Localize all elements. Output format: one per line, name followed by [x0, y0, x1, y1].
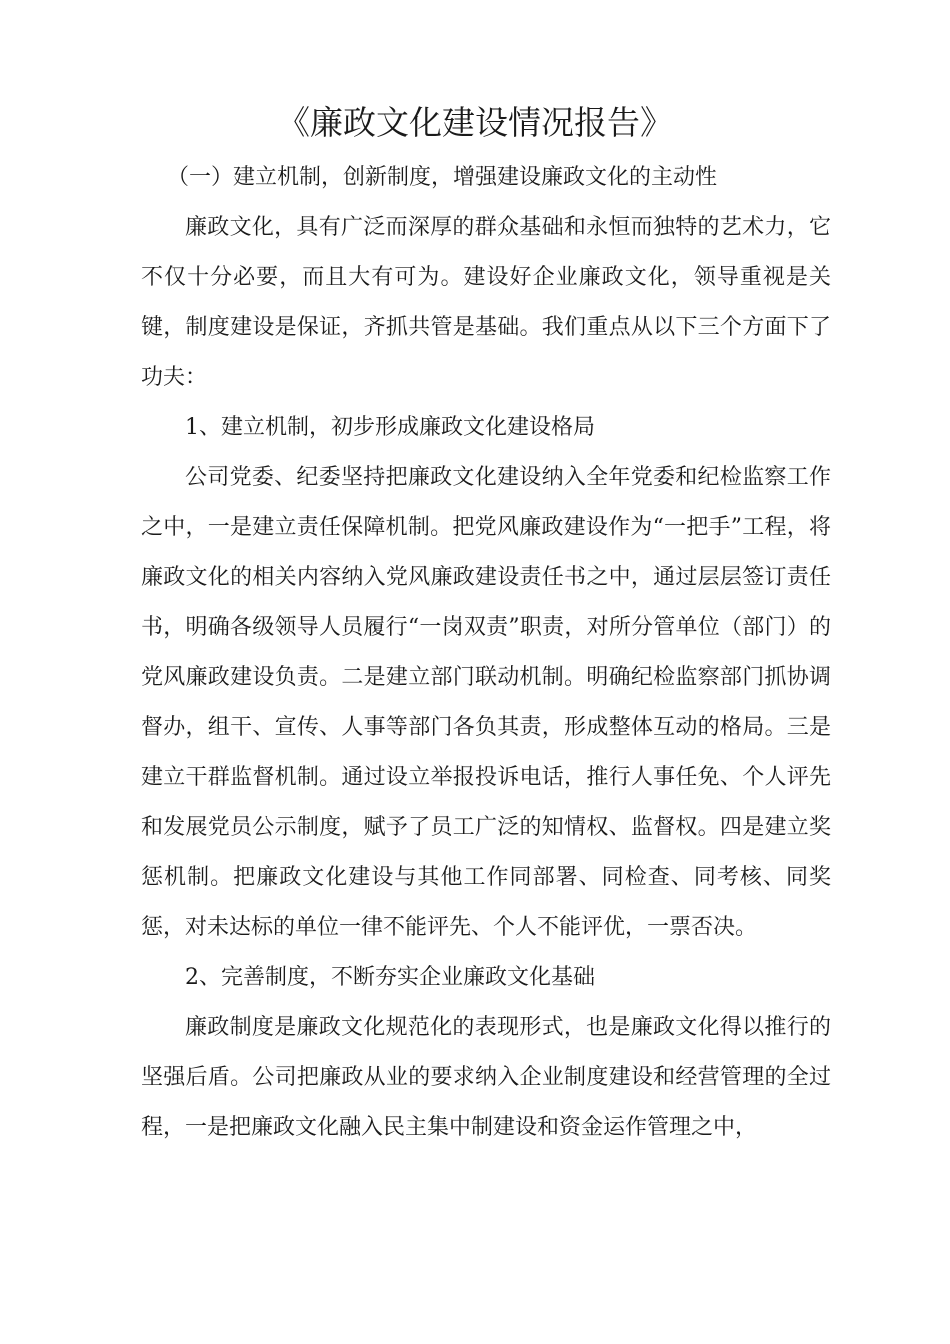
body-paragraph: 公司党委、纪委坚持把廉政文化建设纳入全年党委和纪检监察工作之中，一是建立责任保障机制。把党风廉政建设作为“一把手”工程，将廉政文化的相关内容纳入党风廉政建设责任书之中，通过层层签订责任书，明确各级领导人员履行“一岗双责”职责，对所分管单位（部门）的党风廉政建设负责。二是建立部门联动机制。明确纪检监察部门抓协调督办，组干、宣传、人事等部门各负其责，形成整体互动的格局。三是建立干群监督机制。通过设立举报投诉电话，推行人事任免、个人评先和发展党员公示制度，赋予了员工广泛的知情权、监督权。四是建立奖惩机制。把廉政文化建设与其他工作同部署、同检查、同考核、同奖惩，对未达标的单位一律不能评先、个人不能评优，一票否决。	[141, 465, 831, 940]
document-title: 《廉政文化建设情况报告》	[277, 103, 673, 142]
document-body	[141, 153, 831, 1153]
body-paragraph: 廉政文化，具有广泛而深厚的群众基础和永恒而独特的艺术力，它不仅十分必要，而且大有可为。建设好企业廉政文化，领导重视是关键，制度建设是保证，齐抓共管是基础。我们重点从以下三个方面下了功夫：	[141, 215, 831, 390]
body-paragraph: 廉政制度是廉政文化规范化的表现形式，也是廉政文化得以推行的坚强后盾。公司把廉政从业的要求纳入企业制度建设和经营管理的全过程，一是把廉政文化融入民主集中制建设和资金运作管理之中，	[141, 1015, 831, 1140]
section-heading: （一）建立机制，创新制度，增强建设廉政文化的主动性	[167, 165, 718, 190]
subsection-heading: 2、完善制度，不断夯实企业廉政文化基础	[185, 965, 595, 990]
subsection-heading: 1、建立机制，初步形成廉政文化建设格局	[185, 415, 595, 440]
